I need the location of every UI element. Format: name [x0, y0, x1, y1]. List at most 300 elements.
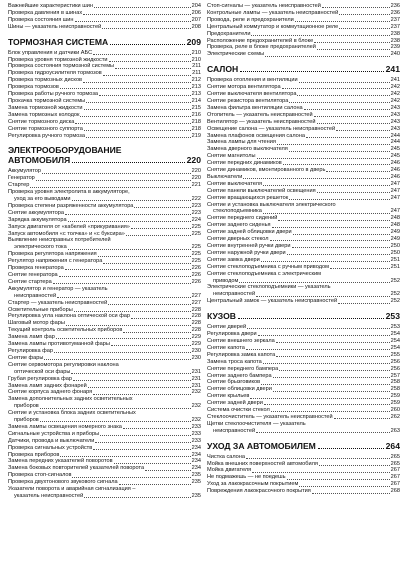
dot-leader: [98, 256, 191, 257]
entry-title: Снятие внутренней ручки двери: [207, 243, 291, 249]
toc-right-column: [207, 3, 400, 495]
entry-page: 210: [191, 56, 201, 63]
dot-leader: [123, 428, 191, 429]
entry-title: Щетки стеклоочистителя — указатель: [207, 420, 306, 427]
entry-page: 224: [191, 216, 201, 223]
entry-page: 236: [390, 3, 400, 9]
entry-title: Снятие заднего бампера: [207, 372, 272, 379]
entry-title: Аккумулятор: [8, 168, 42, 175]
entry-page: 214: [191, 97, 201, 104]
entry-title: Повреждения лакокрасочного покрытия: [207, 488, 311, 495]
entry-page: 220: [191, 168, 201, 175]
entry-page: 226: [191, 278, 201, 285]
dot-leader: [261, 261, 390, 262]
toc-entry: [207, 17, 400, 24]
entry-page: 240: [390, 51, 400, 58]
entry-title: Регулировка угла наклона оптической оси фар: [8, 313, 131, 320]
toc-entry: [8, 355, 201, 362]
dot-leader: [84, 497, 190, 498]
toc-entry: [207, 133, 400, 140]
entry-title: Стартер: [8, 182, 30, 189]
entry-title: Снятие наружной ручки двери: [207, 249, 286, 256]
toc-entry: [8, 300, 201, 307]
dot-leader: [336, 130, 390, 131]
toc-entry: [207, 257, 400, 264]
entry-page: 218: [191, 118, 201, 125]
dot-leader: [123, 332, 190, 333]
entry-title: Снятие фары: [8, 354, 44, 361]
dot-leader: [256, 296, 390, 297]
entry-title: Снятие вращающихся решеток: [207, 194, 289, 201]
entry-title: Снятие замка двери: [207, 256, 260, 263]
dot-leader: [334, 418, 390, 419]
entry-title: Снятие капота: [207, 344, 245, 351]
entry-title: Замена ламп фар: [8, 334, 55, 341]
dot-leader: [109, 61, 191, 62]
entry-page: 228: [191, 313, 201, 320]
entry-title: Чистка салона: [207, 453, 245, 460]
entry-title: Снятие заднего сиденья: [207, 222, 271, 229]
entry-title: уход за его выводами: [14, 196, 71, 203]
toc-entry: [8, 182, 201, 189]
entry-page: 247: [390, 194, 400, 201]
entry-title: Не подмажешь — не поедешь: [207, 474, 286, 481]
entry-page: 249: [390, 236, 400, 243]
entry-title: Датчики, провода и выключатели: [8, 437, 95, 444]
dot-leader: [84, 109, 191, 110]
entry-title: Снятие передних динамиков: [207, 160, 282, 167]
toc-entry: [8, 403, 201, 410]
toc-entry: [207, 3, 400, 10]
salon-list: [207, 77, 400, 305]
entry-title: Указатели поворота и аварийная сигнализация –: [8, 486, 136, 493]
entry-title: Замена ламп задних фонарей: [8, 382, 87, 389]
entry-page: 252: [390, 291, 400, 298]
entry-page: 227: [191, 292, 201, 299]
entry-page: 220: [191, 175, 201, 182]
entry-page: 235: [191, 472, 201, 479]
entry-title: Мойка внешних поверхностей автомобиля: [207, 460, 318, 467]
entry-page: 260: [390, 407, 400, 414]
entry-title: Прокачка тормозной системы: [8, 97, 86, 104]
dot-leader: [277, 144, 390, 145]
toc-entry: [207, 236, 400, 243]
entry-page: 225: [191, 251, 201, 258]
entry-title: Шаговый мотор фары: [8, 320, 65, 327]
entry-title: стеклоподъемника: [213, 208, 262, 215]
entry-title: Снятие магнитолы: [207, 153, 256, 160]
dot-leader: [319, 465, 390, 466]
dot-leader: [126, 235, 191, 236]
entry-page: 235: [191, 479, 201, 486]
toc-entry: [8, 396, 201, 403]
entry-page: 267: [390, 467, 400, 474]
dot-leader: [119, 484, 191, 485]
entry-page: 208: [191, 23, 201, 30]
dot-leader: [74, 311, 191, 312]
entry-page: 251: [390, 256, 400, 263]
entry-title: Текущий контроль осветительных приборов: [8, 327, 123, 334]
toc-entry: [207, 181, 400, 188]
entry-page: 251: [390, 263, 400, 270]
entry-page: 207: [191, 16, 201, 23]
entry-page: 213: [191, 84, 201, 91]
toc-entry: [207, 454, 400, 461]
dot-leader: [80, 116, 190, 117]
toc-entry: [207, 481, 400, 488]
toc-entry: [8, 217, 201, 224]
toc-entry: [8, 3, 201, 10]
dot-leader: [273, 391, 390, 392]
entry-title: Стеклоочиститель — указатель неисправностей: [207, 413, 333, 420]
toc-entry: [207, 229, 400, 236]
entry-title: Снятие генератора: [8, 272, 58, 278]
toc-entry: [207, 352, 400, 359]
entry-title: Проверка уровня тормозной жидкости: [8, 56, 108, 63]
toc-entry: [8, 431, 201, 438]
entry-title: приводом: [213, 277, 239, 284]
entry-title: Снятие выключателя: [207, 180, 262, 187]
toc-entry: [8, 189, 201, 196]
entry-title: приборов: [14, 403, 39, 410]
entry-title: указатель неисправностей: [14, 493, 84, 499]
dot-leader: [131, 228, 191, 229]
dot-leader: [278, 220, 389, 221]
dot-leader: [246, 349, 390, 350]
toc-entry: [8, 196, 201, 203]
toc-entry: [207, 105, 400, 112]
dot-leader: [72, 200, 191, 201]
entry-page: 233: [191, 430, 201, 437]
section-heading-body: [207, 311, 400, 321]
dot-leader: [93, 394, 190, 395]
dot-leader: [83, 14, 191, 15]
entry-page: 250: [390, 249, 400, 256]
entry-page: 243: [390, 104, 400, 111]
section-title-line2: АВТОМОБИЛЯ: [8, 155, 71, 166]
toc-entry: [207, 188, 400, 195]
entry-title: Замена троса капота: [207, 358, 262, 365]
toc-entry: [8, 341, 201, 348]
entry-page: 254: [390, 337, 400, 344]
entry-title: Электрические стеклоподъемники — указатель: [207, 284, 331, 291]
entry-page: 258: [390, 379, 400, 386]
toc-entry: [8, 251, 201, 258]
entry-title: Проверка уровня электролита в аккумуляторе,: [8, 189, 130, 196]
dot-leader: [251, 35, 389, 36]
toc-entry: [207, 278, 400, 285]
toc-entry: [207, 359, 400, 366]
entry-page: 228: [191, 320, 201, 327]
dot-leader: [75, 21, 191, 22]
care-list: [207, 454, 400, 495]
entry-title: Проверка гидроусилителя тормозов: [8, 70, 102, 77]
entry-title: Снятие панели выключателей освещения: [207, 187, 316, 194]
dot-leader: [287, 254, 390, 255]
entry-title: Проверка состояния шин: [8, 16, 74, 23]
toc-entry: [8, 486, 201, 493]
entry-page: 229: [191, 334, 201, 341]
entry-page: 237: [390, 16, 400, 23]
dot-leader: [75, 123, 190, 124]
entry-page: 234: [191, 444, 201, 451]
dot-leader: [71, 373, 190, 374]
entry-title: Снятие дверей: [207, 324, 247, 331]
toc-entry: [8, 70, 201, 77]
entry-page: 268: [390, 488, 400, 495]
dot-leader: [264, 404, 390, 405]
entry-page: 257: [390, 372, 400, 379]
entry-title: Проверка давления в шинах: [8, 9, 83, 16]
entry-page: 243: [390, 118, 400, 125]
dot-leader: [243, 178, 389, 179]
entry-page: 262: [390, 413, 400, 420]
entry-page: 218: [191, 125, 201, 132]
entry-page: 210: [191, 49, 201, 56]
dot-leader: [60, 88, 191, 89]
entry-title: Стоп-сигналы — указатель неисправностей: [207, 3, 321, 9]
entry-title: Снятие тормозного суппорта: [8, 125, 83, 132]
entry-title: Блок управления и датчики АБС: [8, 49, 93, 56]
entry-title: Снятие корпуса заднего фонаря: [8, 389, 93, 396]
entry-title: Снятие аккумулятора: [8, 209, 65, 216]
dot-leader: [263, 363, 390, 364]
dot-leader: [66, 325, 191, 326]
entry-title: Выявление неисправных потребителей: [8, 237, 111, 244]
entry-page: 265: [390, 460, 400, 467]
toc-entry: [207, 338, 400, 345]
toc-entry: [207, 202, 400, 209]
dot-leader: [83, 82, 191, 83]
toc-entry: [8, 348, 201, 355]
entry-page: 241: [390, 77, 400, 84]
toc-entry: [207, 488, 400, 495]
entry-title: Зарядка аккумулятора: [8, 216, 67, 223]
dot-leader: [44, 359, 190, 360]
section-heading-electric: [8, 145, 201, 165]
entry-title: Проверка состояния тормозной системы: [8, 63, 115, 70]
entry-page: 235: [191, 493, 201, 499]
dot-leader: [40, 408, 191, 409]
entry-title: Снятие переднего сидений: [207, 215, 278, 222]
dot-leader: [84, 130, 191, 131]
dot-leader: [318, 448, 384, 449]
dot-leader: [330, 268, 390, 269]
section-page: 241: [385, 64, 400, 75]
toc-entry: [8, 17, 201, 24]
left-top-list: [8, 3, 201, 31]
entry-page: 233: [191, 437, 201, 444]
dot-leader: [263, 185, 390, 186]
entry-title: Освещение салона — указатель неисправностей: [207, 125, 336, 132]
dot-leader: [93, 449, 190, 450]
toc-entry: [207, 174, 400, 181]
entry-page: 225: [191, 223, 201, 230]
entry-title: Провода, реле и предохранители: [207, 16, 294, 23]
dot-leader: [108, 304, 190, 305]
toc-entry: [207, 98, 400, 105]
entry-title: Снятие брызговиков: [207, 379, 261, 386]
entry-title: Снятие и установка выключателя электрического: [207, 201, 336, 208]
toc-entry: [207, 215, 400, 222]
entry-title: Снятие задней двери: [207, 400, 263, 407]
toc-entry: [207, 167, 400, 174]
dot-leader: [317, 49, 390, 50]
entry-title: Запуск автомобиля «с толчка» и «с буксира»: [8, 230, 125, 237]
toc-entry: [207, 373, 400, 380]
dot-leader: [326, 171, 389, 172]
toc-entry: [8, 175, 201, 182]
entry-title: Проверка генератора: [8, 265, 64, 272]
dot-leader: [111, 345, 191, 346]
dot-leader: [134, 207, 190, 208]
dot-leader: [317, 192, 390, 193]
entry-page: 234: [191, 451, 201, 458]
entry-page: 211: [192, 63, 201, 70]
entry-page: 242: [390, 97, 400, 104]
entry-page: 232: [191, 403, 201, 410]
dot-leader: [103, 75, 191, 76]
entry-page: 230: [191, 354, 201, 361]
entry-title: Проверка регулятора напряжения: [8, 251, 97, 258]
entry-title: Важнейшие характеристики шин: [8, 3, 93, 9]
entry-title: Осветительные приборы: [8, 306, 73, 313]
entry-page: 226: [191, 265, 201, 272]
entry-title: Снятие сервомотора регулировки наклона: [8, 361, 119, 368]
entry-page: 206: [191, 9, 201, 16]
entry-title: Проверка тормозных дисков: [8, 77, 83, 84]
toc-entry: [207, 414, 400, 421]
toc-entry: [8, 389, 201, 396]
entry-title: Замена лампы для чтения: [207, 139, 276, 146]
entry-title: Замена лампы противотуманной фары: [8, 341, 110, 348]
toc-entry: [8, 258, 201, 265]
toc-entry: [8, 493, 201, 500]
entry-page: 230: [191, 347, 201, 354]
dot-leader: [263, 213, 390, 214]
dot-leader: [72, 162, 184, 163]
dot-leader: [295, 21, 390, 22]
toc-entry: [207, 243, 400, 250]
dot-leader: [314, 116, 390, 117]
entry-page: 226: [191, 272, 201, 278]
entry-page: 239: [390, 44, 400, 51]
entry-page: 234: [191, 458, 201, 465]
entry-title: Замена тормозных колодок: [8, 111, 80, 118]
toc-entry: [207, 324, 400, 331]
entry-page: 246: [390, 167, 400, 174]
entry-page: 253: [390, 324, 400, 331]
dot-leader: [273, 377, 390, 378]
dot-leader: [256, 432, 390, 433]
dot-leader: [312, 493, 390, 494]
section-title: КУЗОВ: [207, 311, 236, 322]
entry-title: Выключатели: [207, 173, 243, 180]
entry-title: Замена фильтра вентиляции салона: [207, 104, 303, 111]
entry-page: 219: [191, 132, 201, 139]
entry-page: 229: [191, 341, 201, 348]
dot-leader: [258, 335, 390, 336]
dot-leader: [276, 342, 390, 343]
dot-leader: [60, 456, 190, 457]
entry-title: Снятие выключателя вентилятора: [207, 91, 297, 98]
toc-entry: [207, 421, 400, 428]
entry-page: 204: [191, 3, 201, 9]
entry-page: 221: [191, 182, 201, 189]
dot-leader: [297, 95, 389, 96]
toc-entry: [8, 91, 201, 98]
entry-page: 247: [390, 187, 400, 194]
toc-entry: [8, 119, 201, 126]
entry-title: Проверка степени разряженности аккумулятора: [8, 202, 134, 209]
entry-title: Проверка работы ручного тормоза: [8, 91, 98, 98]
dot-leader: [283, 164, 390, 165]
entry-page: 233: [191, 423, 201, 430]
entry-page: 252: [390, 298, 400, 305]
entry-title: Система очистки стекол: [207, 407, 270, 414]
entry-title: Снятие стеклоподъемника с ручным приводом: [207, 263, 329, 270]
entry-title: Замена плафонов освещения салона: [207, 132, 305, 139]
toc-entry: [8, 224, 201, 231]
toc-entry: [8, 279, 201, 286]
entry-title: Мойка двигателя: [207, 467, 252, 474]
entry-title: Снятие стеклоподъемника с электрическим: [207, 270, 321, 277]
entry-title: Снятие и установка блока задних осветительных: [8, 410, 136, 417]
dot-leader: [317, 123, 390, 124]
toc-entry: [207, 386, 400, 393]
dot-leader: [299, 486, 389, 487]
dot-leader: [53, 283, 191, 284]
entry-page: 248: [390, 222, 400, 229]
toc-entry: [207, 112, 400, 119]
toc-entry: [207, 10, 400, 17]
section-heading-brakes: [8, 37, 201, 47]
entry-title: Контрольные лампы — указатель неисправностей: [207, 9, 339, 16]
dot-leader: [265, 56, 390, 57]
entry-title: Центральный коммутатор и коммутационное реле: [207, 23, 339, 30]
section-page: 264: [385, 440, 400, 451]
entry-title: Проверка сигнальных устройств: [8, 444, 93, 451]
toc-entry: [207, 51, 400, 58]
dot-leader: [99, 95, 191, 96]
brakes-list: [8, 50, 201, 140]
entry-title: Замена дверного выключателя: [207, 146, 288, 153]
entry-page: 231: [191, 375, 201, 382]
dot-leader: [293, 234, 390, 235]
toc-entry: [8, 424, 201, 431]
toc-entry: [207, 146, 400, 153]
dot-leader: [68, 249, 191, 250]
entry-title: Проверка приборов: [8, 451, 60, 458]
entry-title: Предохранители: [207, 30, 251, 37]
toc-entry: [207, 126, 400, 133]
entry-page: 244: [390, 132, 400, 139]
entry-title: неисправностей: [213, 427, 256, 434]
entry-title: Проверка тормозов: [8, 84, 59, 91]
entry-page: 225: [191, 230, 201, 237]
entry-page: 256: [390, 358, 400, 365]
entry-title: Замена передних указателей поворотов: [8, 458, 113, 465]
dot-leader: [282, 88, 390, 89]
dot-leader: [246, 458, 390, 459]
toc-entry: [207, 91, 400, 98]
entry-title: Аккумулятор и генератор — указатель: [8, 285, 108, 292]
dot-leader: [257, 158, 390, 159]
entry-page: 252: [390, 277, 400, 284]
dot-leader: [322, 7, 390, 8]
dot-leader: [65, 214, 191, 215]
toc-entry: [8, 10, 201, 17]
